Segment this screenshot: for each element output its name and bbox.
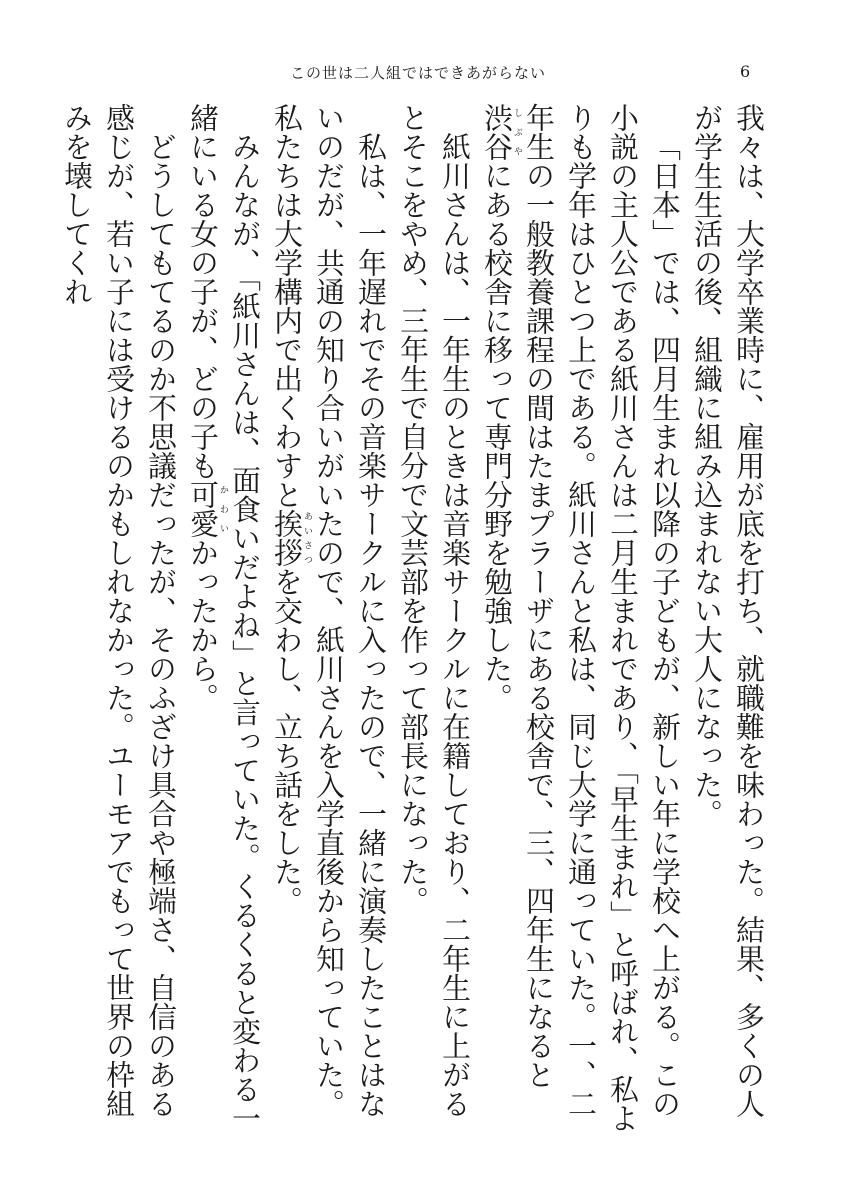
paragraph-6: どうしてもてるのか不思議だったが、そのふざけ具合や極端さ、自信のある感じが、若い子には受けるのかもしれなかった。ユーモアでもって世界の枠組みを壊してくれ xyxy=(60,103,178,1118)
running-header: この世は二人組ではできあがらない xyxy=(290,64,547,82)
ruby-aisatsu-reading: あいさつ xyxy=(302,509,312,567)
ruby-shibuya xyxy=(480,103,522,161)
paragraph-3: 紙川さんは、一年生のときは音楽サークルに在籍しており、二年生に上がるとそこをやめ、三年生で自分で文芸部を作って部長になった。 xyxy=(396,103,472,1118)
paragraph-5-tail: かったから。 xyxy=(186,538,220,712)
paragraph-2-tail: にある校舎に移って専門分野を勉強した。 xyxy=(480,161,514,712)
ruby-shibuya-reading: しぶや xyxy=(512,103,522,161)
ruby-aisatsu-base: 挨拶 xyxy=(270,509,304,567)
paragraph-4 xyxy=(266,103,392,1143)
paragraph-2 xyxy=(476,103,686,1143)
body-text xyxy=(60,103,770,1143)
ruby-shibuya-base: 渋谷 xyxy=(480,103,514,161)
paragraph-5-text: みんなが、「紙川さんは、面食いだよね」と言っていた。くるくると変わる一緒にいる女の子が、どの子も xyxy=(186,103,262,1133)
paragraph-4-tail: を交わし、立ち話をした。 xyxy=(270,567,304,915)
page-number: 6 xyxy=(740,62,751,81)
ruby-kawai xyxy=(186,480,228,538)
ruby-aisatsu xyxy=(270,509,312,567)
paragraph-1: 我々は、大学卒業時に、雇用が底を打ち、就職難を味わった。結果、多くの人が学生生活の後、組織に組み込まれない大人になった。 xyxy=(690,103,766,1118)
paragraph-2-text: 「日本」では、四月生まれ以降の子どもが、新しい年に学校へ上がる。この小説の主人公である紙川さんは二月生まれであり、「早生まれ」と呼ばれ、私よりも学年はひとつ上である。紙川さんと私は、同じ大学に通っていた。一、二年生の一般教養課程の間はたまプラーザにある校舎で、三、四年生になると xyxy=(522,103,682,1133)
ruby-kawai-reading: かわい xyxy=(218,480,228,538)
ruby-kawai-base: 可愛 xyxy=(186,480,220,538)
paragraph-5 xyxy=(182,103,266,1143)
paragraph-4-text: 私は、一年遅れでその音楽サークルに入ったので、一緒に演奏したことはないのだが、共通の知り合いがいたので、紙川さんを入学直後から知っていた。私たちは大学構内で出くわすと xyxy=(270,103,388,1118)
